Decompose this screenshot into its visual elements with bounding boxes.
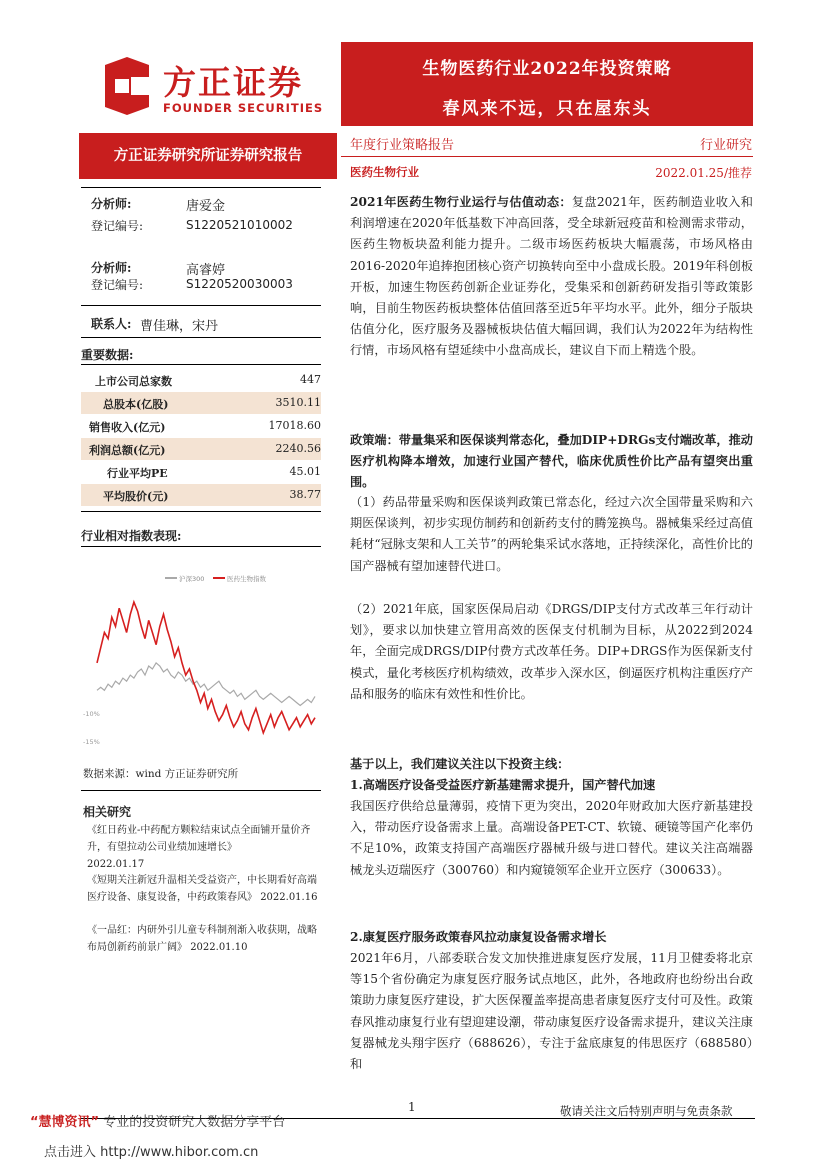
paragraph-industry-review [350,192,753,362]
analyst-name: 唐爱金 [186,199,226,214]
key-data-label: 销售收入(亿元) [89,421,166,434]
paragraph-policy: 政策端：带量集采和医保谈判常态化，叠加DIP+DRGs支付端改革，推动医疗机构降本增效，加速行业国产替代，临床优质性价比产品有望突出重围。 [350,433,753,490]
key-data-label: 行业平均PE [107,467,168,480]
key-data-value: 447 [300,373,321,386]
key-data-value: 2240.56 [275,442,321,455]
paragraph-text: 复盘2021年，医药制造业收入和利润增速在2020年低基数下冲高回落，受全球新冠疫苗和检测需求带动，医药生物板块盈利能力提升。二级市场医药板块大幅震荡，市场风格由2016-2020年追捧抱团核心资产切换转向至中小盘成长股。2019年科创板开板，加速生物医药创新企业证券化，受集采和创新药研发指引等政策影响，目前生物医药板块整体估值回落至近5年平均水平。此外，细分子版块估值分化，医疗服务及器械板块估值大幅回调，我们认为2022年为结构性行情，市场风格有望延续中小盘高成长，建议自下而上精选个股。 [350,195,753,358]
contact-names: 曹佳琳，宋丹 [140,319,219,334]
paragraph-rehabilitation: 2021年6月，八部委联合发文加快推进康复医疗发展，11月卫健委将北京等15个省份确定为康复医疗服务试点地区，此外，各地政府也纷纷出台政策助力康复医疗建设，扩大医保覆盖率提高患者康复医疗支付可及性。政策春风推动康复行业有望迎建设潮，带动康复医疗设备需求提升，建议关注康复器械龙头翔宇医疗（688626），专注于盆底康复的伟思医疗（688580）和 [350,951,753,1072]
divider [81,187,321,188]
section-heading-1: 1.高端医疗设备受益医疗新基建需求提升，国产替代加速 [350,778,656,792]
report-title: 生物医药行业2022年投资策略 [422,59,672,79]
registration-number: S1220520030003 [186,277,293,291]
key-data-label: 利润总额(亿元) [89,444,166,457]
sector-label: 医药生物行业 [350,165,419,179]
y-tick-label: -15% [83,738,100,746]
logo-chinese-text: 方正证券 [163,63,303,102]
report-subtitle: 春风来不远，只在屋东头 [442,99,652,119]
key-data-title: 重要数据: [81,348,134,362]
report-type: 年度行业策略报告 [350,138,455,153]
paragraph-high-end-devices: 我国医疗供给总量薄弱，疫情下更为突出，2020年财政加大医疗新基建投入，带动医疗设备需求上量。高端设备PET-CT、软镜、硬镜等国产化率仍不足10%，政策支持国产高端医疗器械升级与进口替代。建议关注高端器械龙头迈瑞医疗（300760）和内窥镜领军企业开立医疗（300633）。 [350,799,753,877]
report-category: 行业研究 [700,138,753,153]
series-line-pharma [97,602,315,733]
legend-label-hs300: 沪深300 [179,575,205,583]
key-data-row [81,415,321,437]
report-title-box [341,42,753,126]
paragraph-lead: 2021年医药生物行业运行与估值动态： [350,195,572,209]
related-item [87,922,323,956]
key-data-row [81,461,321,483]
analyst-label: 分析师: [91,261,132,275]
page-number: 1 [408,1100,416,1114]
section-heading-2: 2.康复医疗服务政策春风拉动康复设备需求增长 [350,930,607,944]
paragraph-payment-reform: （2）2021年底，国家医保局启动《DRGS/DIP支付方式改革三年行动计划》，要求以加快建立管用高效的医保支付机制为目标，从2022到2024年，全面完成DRGS/DIP付费方式改革任务。DIP+DRGS作为医保新支付模式，量化考核医疗机构绩效，改革步入深水区，倒逼医疗机构注重医疗产品和服务的临床有效性和性价比。 [350,602,753,701]
registration-label: 登记编号: [91,219,144,233]
analyst-name: 高睿婷 [186,263,226,278]
watermark-brand-text: 专业的投资研究大数据分享平台 [99,1115,286,1130]
divider [81,364,321,365]
disclaimer-note: 敬请关注文后特别声明与免责条款 [560,1104,733,1118]
key-data-row [81,484,321,506]
founder-logo [97,55,327,125]
investment-lines-intro: 基于以上，我们建议关注以下投资主线： [350,757,570,771]
logo-mark-icon [97,55,157,117]
key-data-row [81,438,321,460]
key-data-row [81,369,321,391]
key-data-value: 38.77 [289,488,321,501]
related-item-date: 2022.01.10 [190,942,248,953]
related-item-text: 《一品红：内研外引儿童专科制剂渐入收获期，战略布局创新药前景广阔》 [87,925,317,953]
legend-label-pharma: 医药生物指数 [227,575,266,583]
analyst-label: 分析师: [91,197,132,211]
related-item-text: 《红日药业-中药配方颗粒结束试点全面铺开量价齐升，有望拉动公司业绩加速增长》 [87,825,311,853]
watermark-brand [30,1111,285,1130]
key-data-label: 上市公司总家数 [95,375,172,388]
divider [81,305,321,306]
logo-english-text: FOUNDER SECURITIES [163,101,324,115]
registration-number: S1220521010002 [186,218,293,232]
key-data-label: 平均股价(元) [103,490,169,503]
key-data-value: 45.01 [289,465,321,478]
divider [81,546,321,547]
performance-title: 行业相对指数表现: [81,529,182,543]
related-item-text: 《短期关注新冠升温相关受益资产，中长期看好高端医疗设备、康复设备，中药政策春风》 [87,875,317,903]
related-research-title: 相关研究 [83,805,132,819]
related-item-date: 2022.01.16 [260,892,318,903]
registration-label: 登记编号: [91,278,144,292]
divider [81,511,321,512]
key-data-row [81,392,321,414]
date-rating: 2022.01.25/推荐 [655,166,752,180]
contact-label: 联系人: [91,317,132,331]
header-divider [341,156,753,157]
relative-index-chart [81,556,321,752]
related-item [87,822,323,873]
chart-legend [165,574,267,583]
key-data-label: 总股本(亿股) [103,398,169,411]
divider [81,337,321,338]
related-item-date: 2022.01.17 [87,859,145,870]
key-data-value: 3510.11 [275,396,321,409]
watermark-brand-name: “慧博资讯” [30,1115,100,1130]
y-tick-label: -10% [83,710,100,718]
key-data-value: 17018.60 [268,419,321,432]
related-item [87,872,323,906]
series-layer [97,602,315,733]
paragraph-procurement: （1）药品带量采购和医保谈判政策已常态化，经过六次全国带量采购和六期医保谈判，初步实现仿制药和创新药支付的腾笼换鸟。器械集采经过高值耗材“冠脉支架和人工关节”的两轮集采试水落地，正持续深化，高性价比的国产器械有望加速替代进口。 [350,495,753,573]
divider [81,790,321,791]
watermark-link[interactable]: 点击进入 http://www.hibor.com.cn [44,1145,259,1160]
data-source: 数据来源：wind 方正证券研究所 [83,768,239,780]
research-banner: 方正证券研究所证券研究报告 [79,133,337,179]
